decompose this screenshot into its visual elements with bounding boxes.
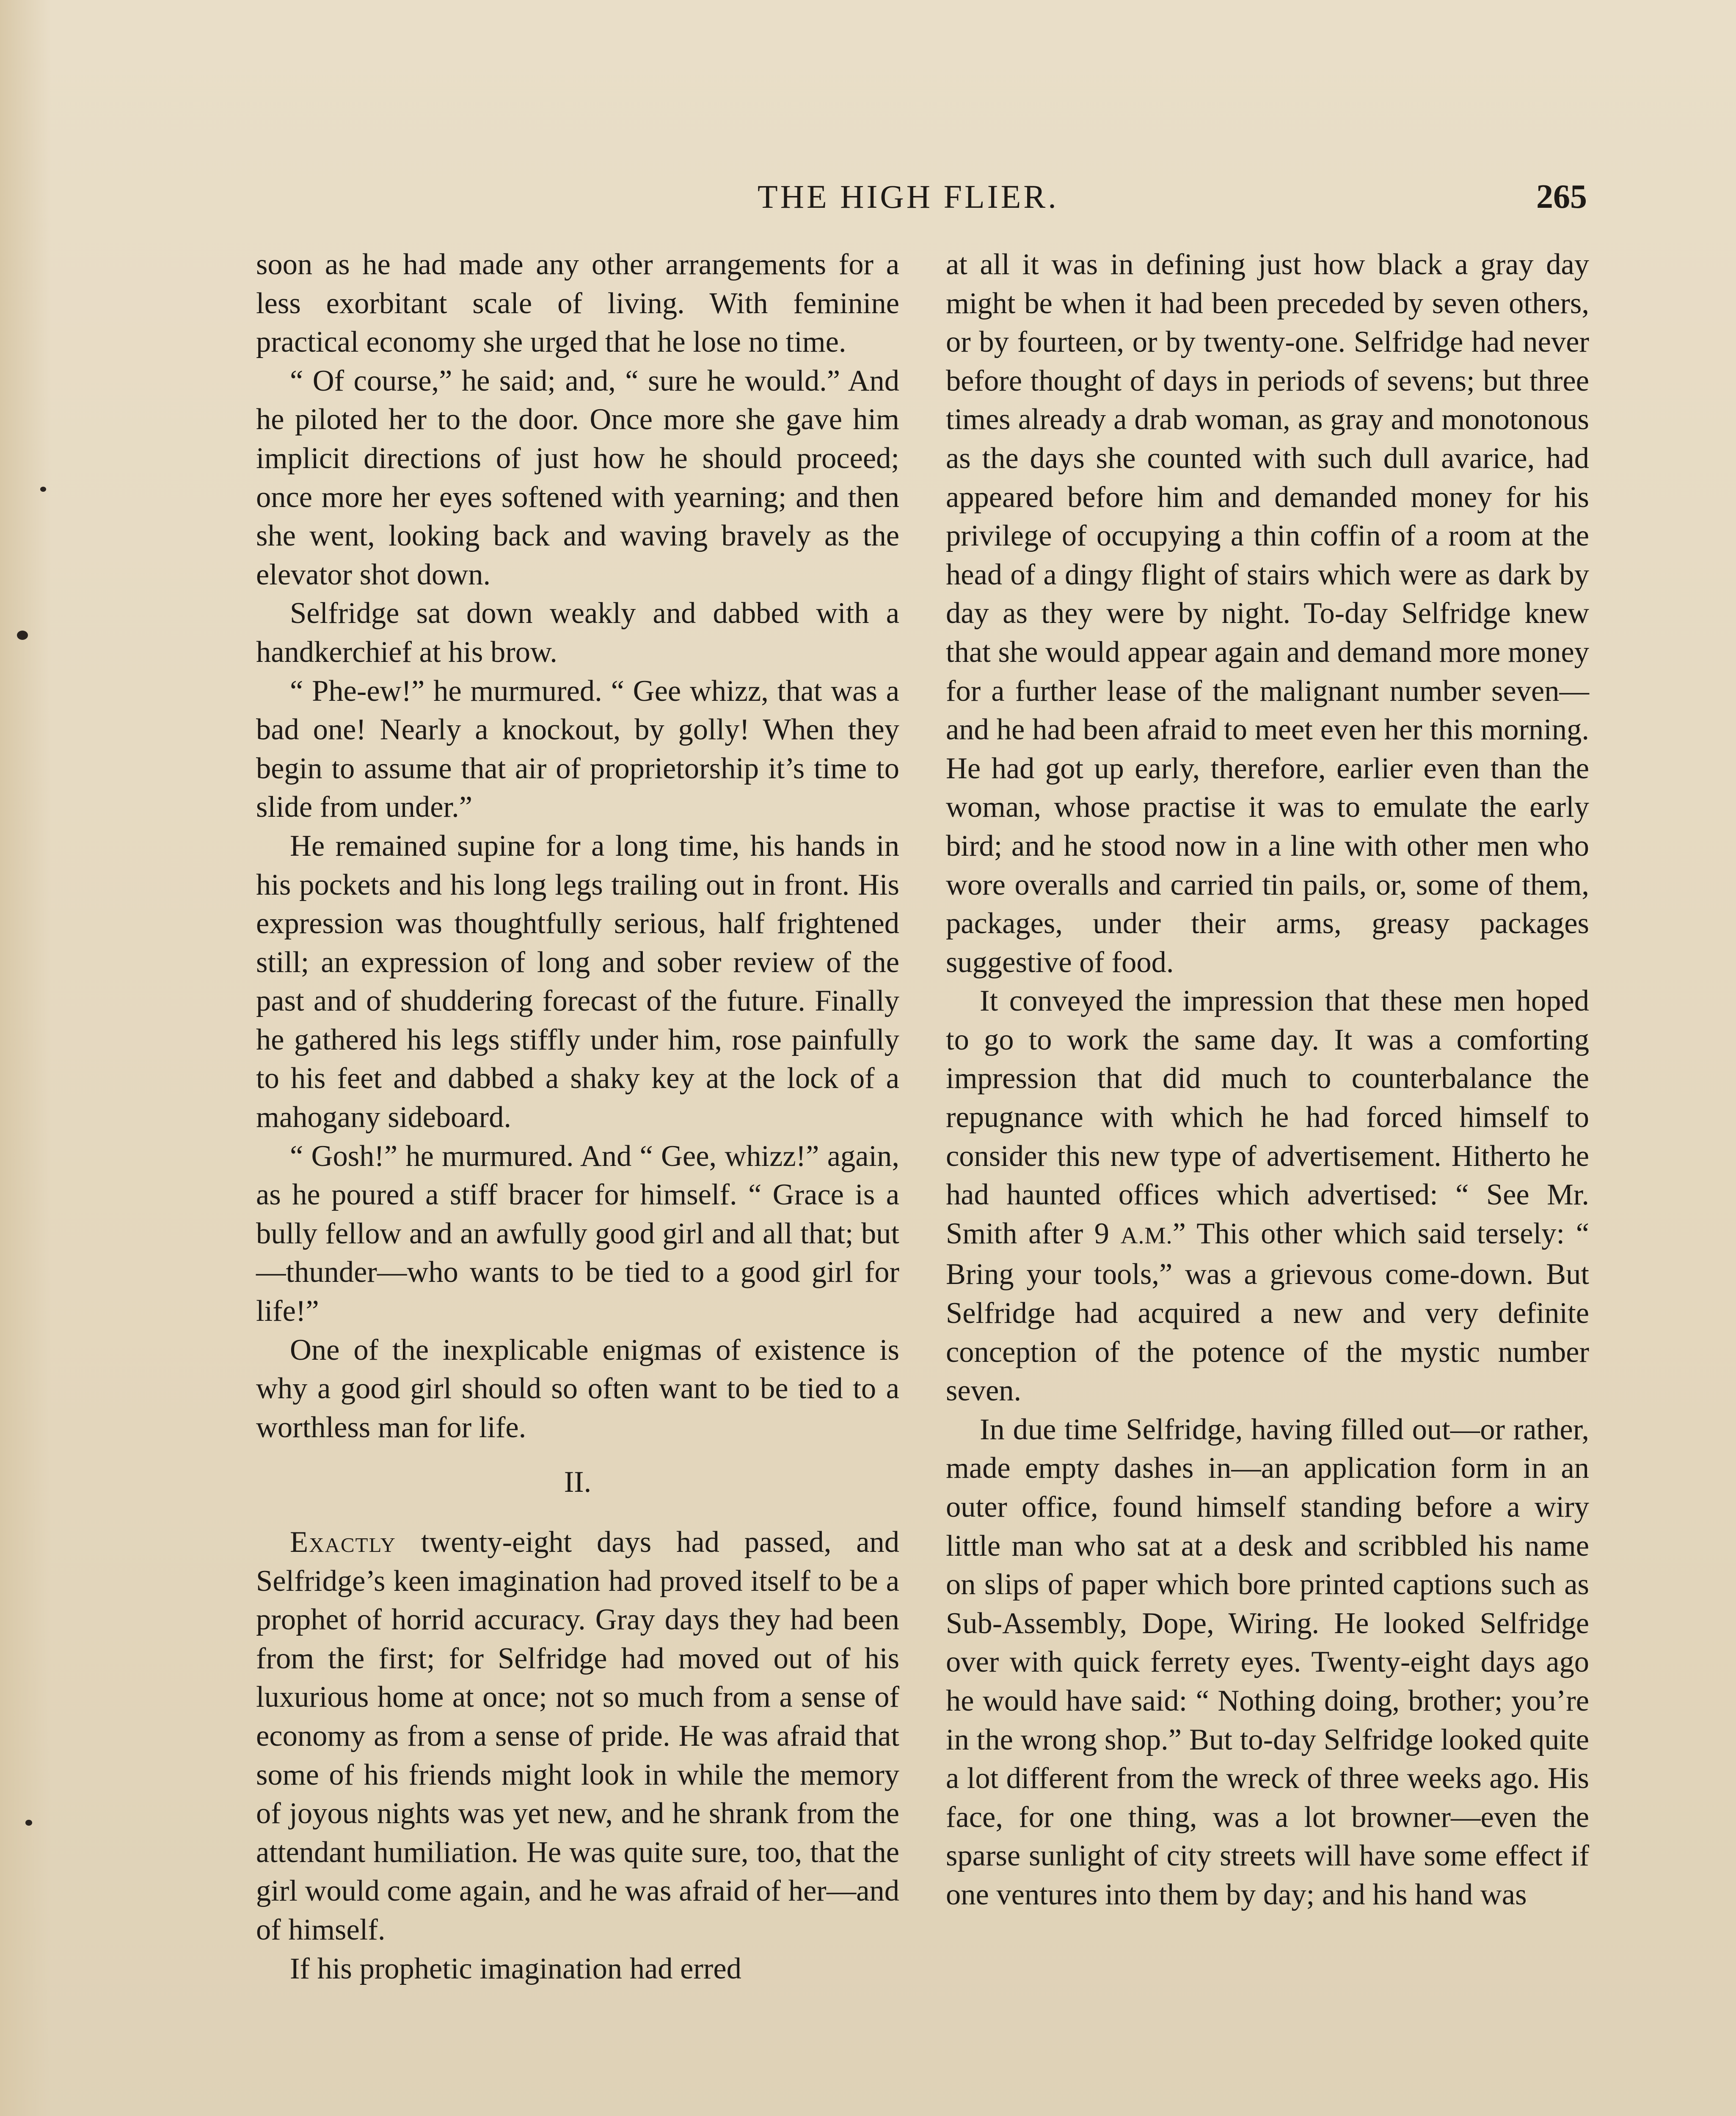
- paragraph: “ Of course,” he said; and, “ sure he would.” And he piloted her to the door. Once more she gave him implicit directions of just how he should proceed; once more her eyes softened with yearning; and then she went, looking back and waving bravely as the elevator shot down.: [256, 364, 899, 591]
- small-caps-lead: Exactly: [290, 1526, 396, 1559]
- paragraph: He remained supine for a long time, his hands in his pockets and his long legs trailing out in front. His expression was thoughtfully serious, half frightened still; an expression of long and sober review of the past and of shuddering forecast of the future. Finally he gathered his legs stiffly under him, rose painfully to his feet and dabbed a shaky key at the lock of a mahogany sideboard.: [256, 829, 899, 1134]
- paragraph-text: twenty-eight days had passed, and Selfridge’s keen imagination had proved itself to be a prophet of horrid accuracy. Gray days they had been from the first; for Selfridge had moved out of his luxurious home at once; not so much from a sense of economy as from a sense of pride. He was afraid that some of his friends might look in while the memory of joyous nights was yet new, and he shrank from the attendant humiliation. He was quite sure, too, that the girl would come again, and he was afraid of her—and of himself.: [256, 1526, 899, 1946]
- paragraph-text: ” This other which said tersely: “ Bring your tools,” was a grievous come-down. But Selfridge had acquired a new and very definite conception of the potence of the mystic number seven.: [946, 1217, 1589, 1408]
- ink-speck: [25, 1820, 32, 1826]
- page-edge-shadow: [0, 0, 51, 2116]
- paragraph: “ Gosh!” he murmured. And “ Gee, whizz!” again, as he poured a stiff bracer for himself. “ Grace is a bully fellow and an awfully good girl and all that; but—thunder—who wants to be tied to a good girl for life!”: [256, 1139, 899, 1328]
- running-head: THE HIGH FLIER.: [758, 178, 1059, 215]
- right-column: [946, 245, 1589, 1915]
- paragraph-text: It conveyed the impression that these men hoped to go to work the same day. It was a comforting impression that did much to counterbalance the repugnance with which he had forced himself to consider this new type of advertisement. Hitherto he had haunted offices which advertised: “ See Mr. Smith after 9: [946, 984, 1589, 1250]
- page-header: [0, 178, 1736, 224]
- paragraph: at all it was in defining just how black a gray day might be when it had been preceded by seven others, or by fourteen, or by twenty-one. Selfridge had never before thought of days in periods of sevens; but three times already a drab woman, as gray and monotonous as the days she counted with such dull avarice, had appeared before him and demanded money for his privilege of occupying a thin coffin of a room at the head of a dingy flight of stairs which were as dark by day as they were by night. To-day Selfridge knew that she would appear again and demand more money for a further lease of the malignant number seven—and he had been afraid to meet even her this morning. He had got up early, therefore, earlier even than the woman, whose practise it was to emulate the early bird; and he stood now in a line with other men who wore overalls and carried tin pails, or, some of them, packages, under their arms, greasy packages suggestive of food.: [946, 248, 1589, 979]
- paragraph: [946, 982, 1589, 1411]
- paragraph: Selfridge sat down weakly and dabbed with a handkerchief at his brow.: [256, 597, 899, 669]
- paragraph: If his prophetic imagination had erred: [290, 1952, 741, 1985]
- page-number: 265: [1536, 178, 1587, 215]
- paragraph: In due time Selfridge, having filled out—or rather, made empty dashes in—an application form in an outer office, found himself standing before a wiry little man who sat at a desk and scribbled his name on slips of paper which bore printed captions such as Sub-Assembly, Dope, Wiring. He looked Selfridge over with quick ferrety eyes. Twenty-eight days ago he would have said: “ Nothing doing, brother; you’re in the wrong shop.” But to-day Selfridge looked quite a lot different from the wreck of three weeks ago. His face, for one thing, was a lot browner—even the sparse sunlight of city streets will have some effect if one ventures into them by day; and his hand was: [946, 1413, 1589, 1911]
- ink-speck: [40, 487, 46, 492]
- paragraph: One of the inexplicable enigmas of existence is why a good girl should so often want to be tied to a worthless man for life.: [256, 1333, 899, 1444]
- section-heading: II.: [564, 1466, 592, 1499]
- small-caps-abbrev: A.M.: [1120, 1222, 1173, 1249]
- paragraph: [256, 1523, 899, 1950]
- ink-speck: [17, 631, 28, 640]
- paragraph: “ Phe-ew!” he murmured. “ Gee whizz, that was a bad one! Nearly a knockout, by golly! When they begin to assume that air of proprietorship it’s time to slide from under.”: [256, 674, 899, 824]
- paragraph: soon as he had made any other arrangements for a less exorbitant scale of living. With feminine practical economy she urged that he lose no time.: [256, 248, 899, 359]
- left-column: [256, 245, 899, 1988]
